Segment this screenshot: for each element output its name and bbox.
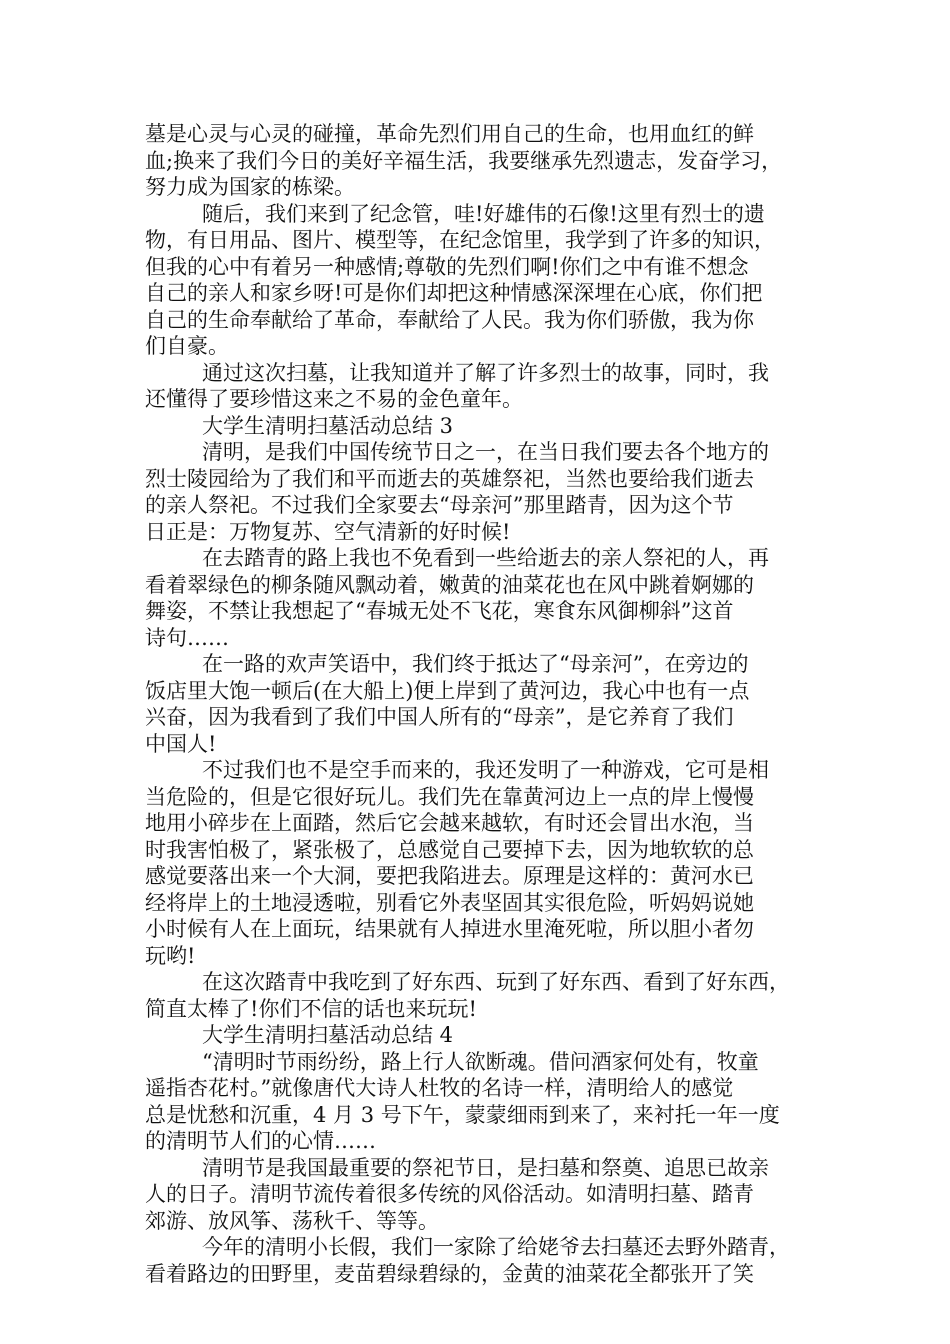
text-line: 还懂得了要珍惜这来之不易的金色童年。: [145, 387, 523, 411]
text-line: 血;换来了我们今日的美好辛福生活，我要继承先烈遗志，发奋学习，: [145, 148, 783, 173]
text-line: 当危险的，但是它很好玩儿。我们先在靠黄河边上一点的岸上慢慢: [145, 784, 754, 809]
text-line: 但我的心中有着另一种感情;尊敬的先烈们啊!你们之中有谁不想念: [145, 254, 749, 279]
text-line: 努力成为国家的栋梁。: [145, 175, 355, 199]
text-line: 时我害怕极了，紧张极了，总感觉自己要掉下去，因为地软软的总: [145, 837, 754, 862]
text-line: 今年的清明小长假，我们一家除了给姥爷去扫墓还去野外踏青，: [202, 1235, 790, 1259]
text-line: 不过我们也不是空手而来的，我还发明了一种游戏，它可是相: [202, 758, 769, 782]
text-line: 自己的生命奉献给了革命，奉献给了人民。我为你们骄傲，我为你: [145, 307, 754, 332]
text-line: “清明时节雨纷纷，路上行人欲断魂。借问酒家何处有，牧童: [202, 1049, 759, 1074]
text-line: 兴奋，因为我看到了我们中国人所有的“母亲”，是它养育了我们: [145, 705, 734, 729]
text-line: 烈士陵园给为了我们和平而逝去的英雄祭祀，当然也要给我们逝去: [145, 466, 754, 491]
text-line: 诗句……: [145, 625, 229, 650]
text-line: 人的日子。清明节流传着很多传统的风俗活动。如清明扫墓、踏青: [145, 1182, 754, 1206]
text-line: 看着路边的田野里，麦苗碧绿碧绿的，金黄的油菜花全都张开了笑: [145, 1261, 754, 1286]
text-line: 郊游、放风筝、荡秋千、等等。: [145, 1208, 439, 1233]
text-line: 物，有日用品、图片、模型等，在纪念馆里，我学到了许多的知识，: [145, 228, 775, 252]
text-line: 的清明节人们的心情……: [145, 1129, 376, 1153]
text-line: 小时候有人在上面玩，结果就有人掉进水里淹死啦，所以胆小者勿: [145, 917, 754, 941]
text-line: 总是忧愁和沉重，4 月 3 号下午，蒙蒙细雨到来了，来衬托一年一度: [145, 1102, 780, 1127]
text-line: 在一路的欢声笑语中，我们终于抵达了“母亲河”，在旁边的: [202, 652, 749, 676]
text-line: 的亲人祭祀。不过我们全家要去“母亲河”那里踏青，因为这个节: [145, 493, 734, 517]
text-line: 简直太棒了!你们不信的话也来玩玩!: [145, 996, 477, 1021]
text-line: 看着翠绿色的柳条随风飘动着，嫩黄的油菜花也在风中跳着婀娜的: [145, 572, 754, 597]
text-line: 在这次踏青中我吃到了好东西、玩到了好东西、看到了好东西，: [202, 970, 790, 994]
text-line: 清明，是我们中国传统节日之一，在当日我们要去各个地方的: [202, 440, 769, 464]
text-line: 经将岸上的土地浸透啦，别看它外表坚固其实很危险，听妈妈说她: [145, 890, 754, 915]
text-line: 舞姿，不禁让我想起了“春城无处不飞花，寒食东风御柳斜”这首: [145, 599, 734, 623]
text-line: 清明节是我国最重要的祭祀节日，是扫墓和祭奠、追思已故亲: [202, 1155, 769, 1180]
text-line: 日正是：万物复苏、空气清新的好时候!: [145, 519, 511, 544]
text-line: 地用小碎步在上面踏，然后它会越来越软，有时还会冒出水泡，当: [145, 811, 754, 835]
text-line: 们自豪。: [145, 334, 229, 358]
text-line: 墓是心灵与心灵的碰撞，革命先烈们用自己的生命，也用血红的鲜: [145, 122, 754, 146]
section-heading: 大学生清明扫墓活动总结 4: [202, 1023, 454, 1047]
text-line: 中国人!: [145, 731, 217, 756]
text-line: 在去踏青的路上我也不免看到一些给逝去的亲人祭祀的人，再: [202, 546, 769, 570]
text-line: 通过这次扫墓，让我知道并了解了许多烈士的故事，同时，我: [202, 360, 769, 385]
section-heading: 大学生清明扫墓活动总结 3: [202, 413, 454, 438]
text-line: 随后，我们来到了纪念管，哇!好雄伟的石像!这里有烈士的遗: [202, 201, 765, 226]
text-line: 感觉要落出来一个大洞，要把我陷进去。原理是这样的：黄河水已: [145, 864, 754, 888]
document-body: [145, 121, 805, 1287]
text-line: 自己的亲人和家乡呀!可是你们却把这种情感深深埋在心底，你们把: [145, 281, 763, 305]
text-line: 遥指杏花村。”就像唐代大诗人杜牧的名诗一样，清明给人的感觉: [145, 1076, 734, 1100]
text-line: 饭店里大饱一顿后(在大船上)便上岸到了黄河边，我心中也有一点: [145, 678, 750, 703]
text-line: 玩哟!: [145, 943, 196, 968]
